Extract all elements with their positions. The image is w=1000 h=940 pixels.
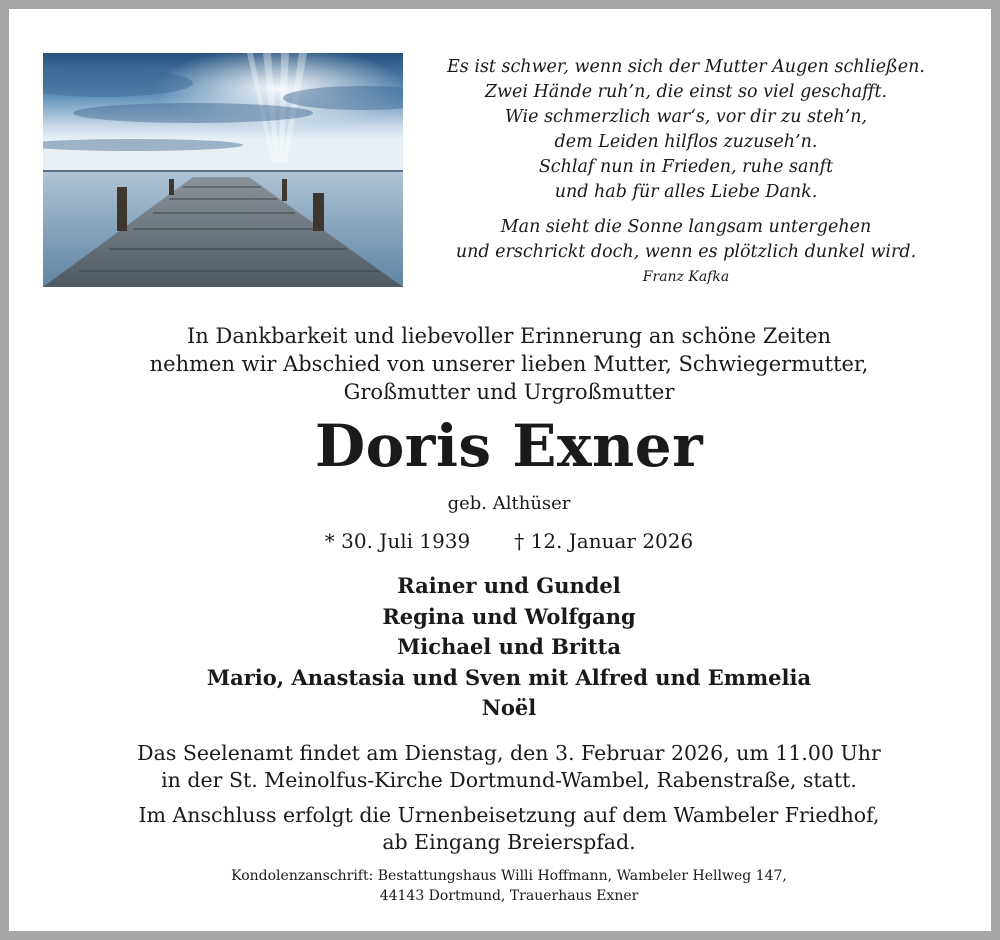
poem-stanza-2 [421, 215, 951, 287]
deceased-name: Doris Exner [314, 412, 704, 480]
intro-line: nehmen wir Abschied von unserer lieben Mutter, Schwiegermutter, [149, 352, 869, 376]
service-line: ab Eingang Breierspfad. [382, 830, 636, 854]
family-member: Rainer und Gundel [397, 573, 621, 598]
poem-line: Es ist schwer, wenn sich der Mutter Augen schließen. [447, 57, 925, 77]
condolence-line: Kondolenzanschrift: Bestattungshaus Willi Hoffmann, Wambeler Hellweg 147, [231, 868, 787, 884]
poem-line: dem Leiden hilflos zuzuseh’n. [554, 132, 818, 152]
poem-line: und hab für alles Liebe Dank. [554, 182, 818, 202]
condolence-address [29, 866, 989, 906]
poem-line: Zwei Hände ruh’n, die einst so viel geschafft. [484, 82, 888, 102]
poem-line: Man sieht die Sonne langsam untergehen [500, 217, 872, 237]
service-mass [29, 740, 989, 794]
intro-text [29, 322, 989, 406]
poem-line: Wie schmerzlich war‘s, vor dir zu steh’n, [504, 107, 868, 127]
family-member: Michael und Britta [397, 634, 621, 659]
poem-line: Schlaf nun in Frieden, ruhe sanft [538, 157, 834, 177]
service-line: in der St. Meinolfus-Kirche Dortmund-Wambel, Rabenstraße, statt. [161, 768, 857, 792]
service-info [29, 740, 989, 856]
pier-photo [43, 53, 403, 287]
service-burial [29, 802, 989, 856]
service-line: Im Anschluss erfolgt die Urnenbeisetzung auf dem Wambeler Friedhof, [138, 803, 880, 827]
family-member: Noël [481, 695, 537, 720]
family-member: Regina und Wolfgang [382, 603, 636, 629]
family-list [29, 571, 989, 724]
death-date: † 12. Januar 2026 [514, 529, 694, 553]
poem-line: und erschrickt doch, wenn es plötzlich dunkel wird. [455, 242, 917, 262]
birth-date: * 30. Juli 1939 [324, 529, 471, 553]
family-member: Mario, Anastasia und Sven mit Alfred und Emmelia [206, 664, 812, 690]
poem-author: Franz Kafka [642, 269, 730, 285]
condolence-line: 44143 Dortmund, Trauerhaus Exner [379, 888, 639, 904]
intro-line: In Dankbarkeit und liebevoller Erinnerung an schöne Zeiten [186, 324, 832, 348]
intro-line: Großmutter und Urgroßmutter [343, 380, 675, 404]
memorial-poem [421, 55, 951, 297]
life-dates [29, 527, 989, 555]
service-line: Das Seelenamt findet am Dienstag, den 3. Februar 2026, um 11.00 Uhr [137, 741, 881, 765]
poem-stanza-1 [421, 55, 951, 205]
birth-name: geb. Althüser [447, 493, 571, 514]
